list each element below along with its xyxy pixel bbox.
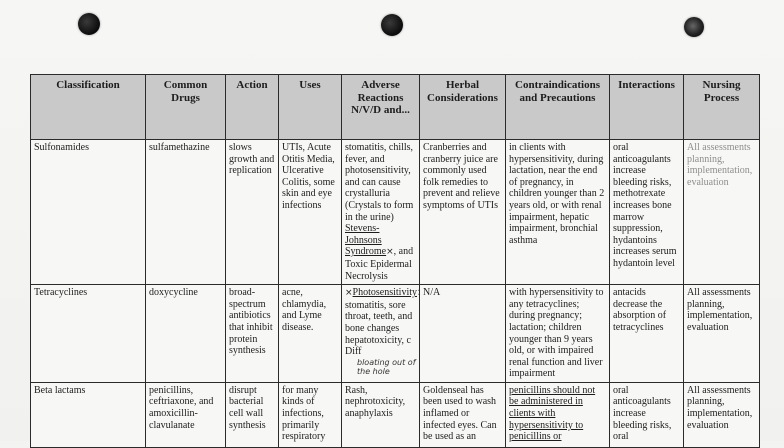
adverse-underlined: Photosensitivity (352, 287, 417, 299)
cell-interactions: oral anticoagulants increase bleeding risks, methotrexate increases bone marrow suppression, hydantoins increases serum hydantoin level (610, 140, 684, 285)
punch-hole (684, 17, 704, 37)
adverse-text: stomatitis, sore throat, teeth, and bone changes hepatotoxicity, c Diff (345, 299, 413, 358)
header-interactions: Interactions (610, 75, 684, 140)
header-classification: Classification (31, 75, 146, 140)
adverse-text-cont: , and Toxic Epidermal Necrolysis (345, 246, 414, 282)
cell-nursing: All assessments planning, implementation, evaluation (684, 140, 760, 285)
header-nursing-process: Nursing Process (684, 75, 760, 140)
drug-classification-table (30, 74, 760, 448)
header-action: Action (226, 75, 279, 140)
cell-adverse-reactions (342, 140, 420, 285)
annotation-mark: × (345, 288, 353, 299)
cell-classification: Tetracyclines (31, 285, 146, 383)
table-row (31, 382, 760, 447)
header-contraindications: Contraindications and Precautions (506, 75, 610, 140)
header-row (31, 75, 760, 140)
adverse-underlined: Stevens-Johnsons Syndrome (345, 223, 387, 258)
cell-uses: acne, chlamydia, and Lyme disease. (279, 285, 342, 383)
header-herbal-considerations: Herbal Considerations (420, 75, 506, 140)
cell-adverse-reactions (342, 285, 420, 383)
cell-interactions: oral anticoagulants increase bleeding risks, oral (610, 382, 684, 447)
handwritten-note: bloating out of the hole (357, 357, 416, 376)
cell-adverse-reactions: Rash, nephrotoxicity, anaphylaxis (342, 382, 420, 447)
cell-interactions: antacids decrease the absorption of tetracyclines (610, 285, 684, 383)
cell-drugs: doxycycline (146, 285, 226, 383)
punch-hole (381, 14, 403, 36)
cell-drugs: sulfamethazine (146, 140, 226, 285)
header-uses: Uses (279, 75, 342, 140)
cell-herbal: N/A (420, 285, 506, 383)
cell-contraindications: in clients with hypersensitivity, during lactation, near the end of pregnancy, in children younger than 2 years old, or with renal impairment, hepatic impairment, bronchial asthma (506, 140, 610, 285)
table-row (31, 285, 760, 383)
cell-action: broad-spectrum antibiotics that inhibit protein synthesis (226, 285, 279, 383)
cell-contraindications: penicillins should not be administered in clients with hypersensitivity to penicillins or (506, 382, 610, 447)
header-common-drugs: Common Drugs (146, 75, 226, 140)
cell-nursing: All assessments planning, implementation, evaluation (684, 285, 760, 383)
cell-action: slows growth and replication (226, 140, 279, 285)
cell-drugs: penicillins, ceftriaxone, and amoxicillin-clavulanate (146, 382, 226, 447)
annotation-mark: × (386, 247, 394, 258)
cell-action: disrupt bacterial cell wall synthesis (226, 382, 279, 447)
cell-uses: UTIs, Acute Otitis Media, Ulcerative Colitis, some skin and eye infections (279, 140, 342, 285)
table-row (31, 140, 760, 285)
cell-classification: Beta lactams (31, 382, 146, 447)
header-adverse-reactions: Adverse Reactions N/V/D and... (342, 75, 420, 140)
cell-contraindications: with hypersensitivity to any tetracyclines; during pregnancy; lactation; children younger than 9 years old, or with impaired renal function and liver impairment (506, 285, 610, 383)
cell-classification: Sulfonamides (31, 140, 146, 285)
cell-herbal: Cranberries and cranberry juice are commonly used folk remedies to prevent and relieve symptoms of UTIs (420, 140, 506, 285)
cell-uses: for many kinds of infections, primarily respiratory (279, 382, 342, 447)
cell-herbal: Goldenseal has been used to wash inflamed or infected eyes. Can be used as an (420, 382, 506, 447)
punch-hole (78, 13, 100, 35)
cell-nursing: All assessments planning, implementation, evaluation (684, 382, 760, 447)
adverse-text: stomatitis, chills, fever, and photosensitivity, and can cause crystalluria (Crystals to form in the urine) (345, 142, 414, 223)
